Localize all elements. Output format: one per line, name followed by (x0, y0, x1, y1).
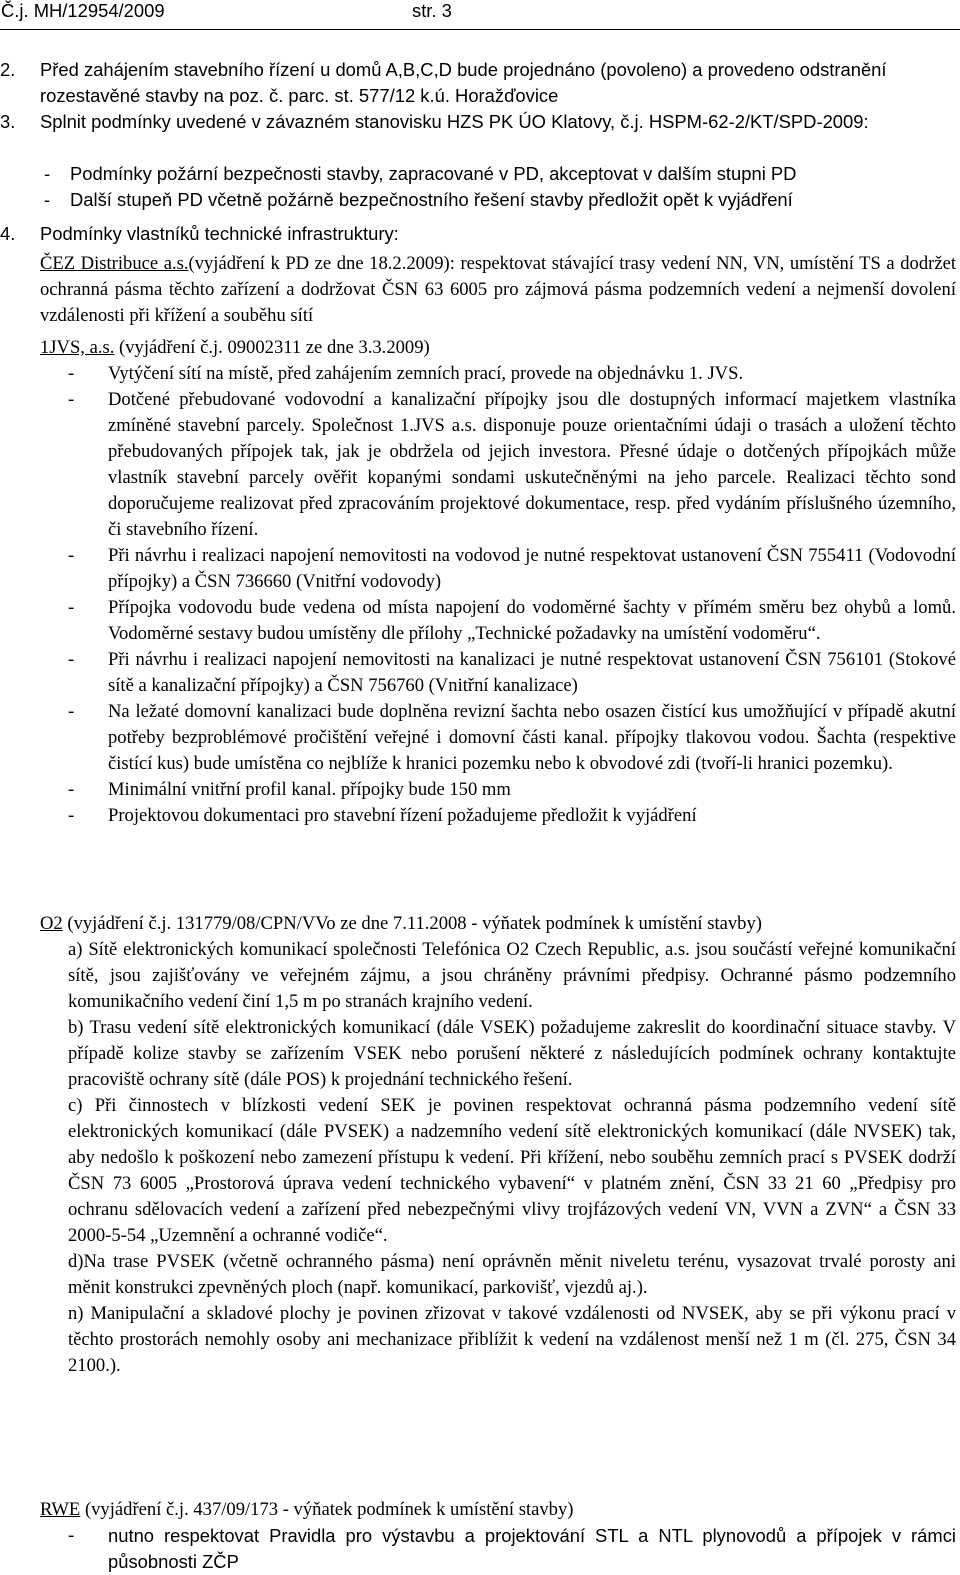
o2-condition-n: n) Manipulační a skladové plochy je povinen zřizovat v takové vzdálenosti od NVSEK, aby se při výkonu prací v těchto prostorách nemohly osoby ani mechanizace přiblížit k vedení na vzdálenost menší než 1 m (čl. 275, ČSN 34 2100.). (68, 1303, 956, 1376)
o2-name: O2 (40, 913, 63, 934)
list-item (0, 595, 956, 647)
jvs-name: 1JVS, a.s. (40, 337, 115, 358)
dash-text: Podmínky požární bezpečnosti stavby, zapracované v PD, akceptovat v dalším stupni PD (70, 163, 797, 184)
document-reference: Č.j. MH/12954/2009 (1, 0, 165, 21)
dash-marker: - (44, 189, 51, 210)
o2-conditions (68, 937, 956, 1379)
dash-text: Další stupeň PD včetně požárně bezpečnostního řešení stavby předložit opět k vyjádření (70, 189, 793, 210)
header-divider (0, 29, 960, 30)
item-text: Podmínky vlastníků technické infrastruktury: (40, 223, 399, 244)
item-number: 2. (0, 59, 16, 80)
item-number: 3. (0, 111, 16, 132)
dash-marker: - (68, 805, 75, 826)
item-3-dash-1 (0, 161, 960, 187)
list-item-text: Na ležaté domovní kanalizaci bude doplněna revizní šachta nebo osazen čistící kus umožňující v případě akutní potřeby bezproblémové pročištění veřejné i domovní části kanal. přípojky tlakovou vodou. Šachta (respektive čistící kus) bude umístěna co nejblíže k hranici pozemku nebo k obvodové zdi (tvoří-li hranici pozemku). (108, 701, 956, 774)
page-header (0, 0, 960, 22)
o2-condition-d: d)Na trase PVSEK (včetně ochranného pásma) není oprávněn měnit niveletu terénu, vysazovat trvalé porosty ani měnit konstrukci zpevněných ploch (např. komunikací, parkovišť, vjezdů aj.). (68, 1251, 956, 1298)
cez-text: (vyjádření k PD ze dne 18.2.2009): respektovat stávající trasy vedení NN, VN, umístění TS a dodržet ochranná pásma těchto zařízení a dodržovat ČSN 63 6005 pro zájmová pásma podzemních vedení a nejmenší dovolení vzdálenosti při křížení a souběhu sítí (40, 253, 956, 326)
rwe-dash-item (0, 1523, 956, 1575)
dash-marker: - (68, 545, 75, 566)
item-text: Splnit podmínky uvedené v závazném stanovisku HZS PK ÚO Klatovy, č.j. HSPM-62-2/KT/SPD-2009: (40, 111, 869, 132)
dash-marker: - (68, 649, 75, 670)
list-item-text: Při návrhu i realizaci napojení nemovitosti na vodovod je nutné respektovat ustanovení ČSN 755411 (Vodovodní přípojky) a ČSN 736660 (Vnitřní vodovody) (108, 545, 956, 592)
dash-marker: - (68, 363, 75, 384)
list-item-text: Při návrhu i realizaci napojení nemovitosti na kanalizaci je nutné respektovat ustanovení ČSN 756101 (Stokové sítě a kanalizační přípojky) a ČSN 756760 (Vnitřní kanalizace) (108, 649, 956, 696)
o2-section (40, 911, 956, 937)
dash-marker: - (68, 701, 75, 722)
rwe-dash-text: nutno respektovat Pravidla pro výstavbu a projektování STL a NTL plynovodů a přípojek v rámci působnosti ZČP (108, 1525, 956, 1572)
o2-text: (vyjádření č.j. 131779/08/CPN/VVo ze dne 7.11.2008 - výňatek podmínek k umístění stavby) (62, 913, 762, 934)
jvs-dash-list (0, 361, 956, 829)
rwe-heading (40, 1497, 956, 1523)
o2-condition-b: b) Trasu vedení sítě elektronických komunikací (dále VSEK) požadujeme zakreslit do koordinační situace stavby. V případě kolize stavby se zařízením VSEK nebo porušení některé z následujících podmínek ochrany kontaktujte pracoviště ochrany sítě (dále POS) k projednání technického řešení. (68, 1017, 956, 1090)
page-number: str. 3 (412, 0, 452, 21)
list-item (0, 543, 956, 595)
jvs-section (40, 335, 956, 361)
list-item (0, 361, 956, 387)
dash-marker: - (68, 779, 75, 800)
item-2 (0, 57, 910, 109)
o2-condition-a: a) Sítě elektronických komunikací společnosti Telefónica O2 Czech Republic, a.s. jsou součástí veřejné komunikační sítě, jsou zajišťovány ve veřejném zájmu, a jsou chráněny právními předpisy. Ochranné pásmo podzemního komunikačního vedení činí 1,5 m po stranách krajního vedení. (68, 939, 956, 1012)
item-text: Před zahájením stavebního řízení u domů A,B,C,D bude projednáno (povoleno) a provedeno odstranění rozestavěné stavby na poz. č. parc. st. 577/12 k.ú. Horažďovice (40, 59, 887, 106)
cez-paragraph (40, 251, 956, 329)
dash-marker: - (68, 389, 75, 410)
o2-condition-c: c) Při činnostech v blízkosti vedení SEK je povinen respektovat ochranná pásma podzemního vedení sítě elektronických komunikací (dále PVSEK) a nadzemního vedení sítě elektronických komunikací (dále NVSEK) tak, aby nedošlo k poškození nebo zamezení přístupu k vedení. Při křížení, nebo souběhu zemních prací s PVSEK dodrží ČSN 73 6005 „Prostorová úprava vedení technického vybavení“ v platném znění, ČSN 33 21 60 „Předpisy pro ochranu sdělovacích vedení a zařízení před nebezpečnými vlivy trojfázových vedení VN, VVN a ZVN“ a ČSN 33 2000-5-54 „Uzemnění a ochranné vodiče“. (68, 1095, 956, 1246)
dash-marker: - (68, 1525, 75, 1546)
list-item-text: Přípojka vodovodu bude vedena od místa napojení do vodoměrné šachty v přímém směru bez ohybů a lomů. Vodoměrné sestavy budou umístěny dle přílohy „Technické požadavky na umístění vodoměru“. (108, 597, 956, 644)
list-item-text: Vytýčení sítí na místě, před zahájením zemních prací, provede na objednávku 1. JVS. (108, 363, 744, 384)
list-item (0, 803, 956, 829)
dash-marker: - (68, 597, 75, 618)
item-3 (0, 109, 960, 135)
list-item-text: Dotčené přebudované vodovodní a kanalizační přípojky jsou dle dostupných informací majetkem vlastníka zmíněné stavební parcely. Společnost 1.JVS a.s. disponuje pouze orientačními údaji o trasách a uložení těchto přebudovaných přípojek tak, jak je obdržela od jejich investora. Přesné údaje o dotčených přípojkách může vlastník stavební parcely ověřit kopanými sondami uskutečněnými na jeho parcele. Realizaci těchto sond doporučujeme realizovat před zpracováním projektové dokumentace, resp. před vydáním příslušného územního, či stavebního řízení. (108, 389, 956, 540)
jvs-heading (40, 335, 956, 361)
item-3-dash-2 (0, 187, 960, 213)
rwe-section (40, 1497, 956, 1523)
item-number: 4. (0, 223, 16, 244)
list-item (0, 777, 956, 803)
dash-marker: - (44, 163, 51, 184)
list-item (0, 699, 956, 777)
rwe-text: (vyjádření č.j. 437/09/173 - výňatek podmínek k umístění stavby) (80, 1499, 574, 1520)
o2-heading (40, 911, 956, 937)
item-4 (0, 221, 960, 247)
list-item (0, 387, 956, 543)
list-item-text: Minimální vnitřní profil kanal. přípojky bude 150 mm (108, 779, 511, 800)
cez-name: ČEZ Distribuce a.s. (40, 253, 189, 274)
rwe-name: RWE (40, 1499, 81, 1520)
list-item (0, 647, 956, 699)
cez-section (40, 251, 956, 329)
jvs-text: (vyjádření č.j. 09002311 ze dne 3.3.2009) (114, 337, 430, 358)
list-item-text: Projektovou dokumentaci pro stavební řízení požadujeme předložit k vyjádření (108, 805, 697, 826)
